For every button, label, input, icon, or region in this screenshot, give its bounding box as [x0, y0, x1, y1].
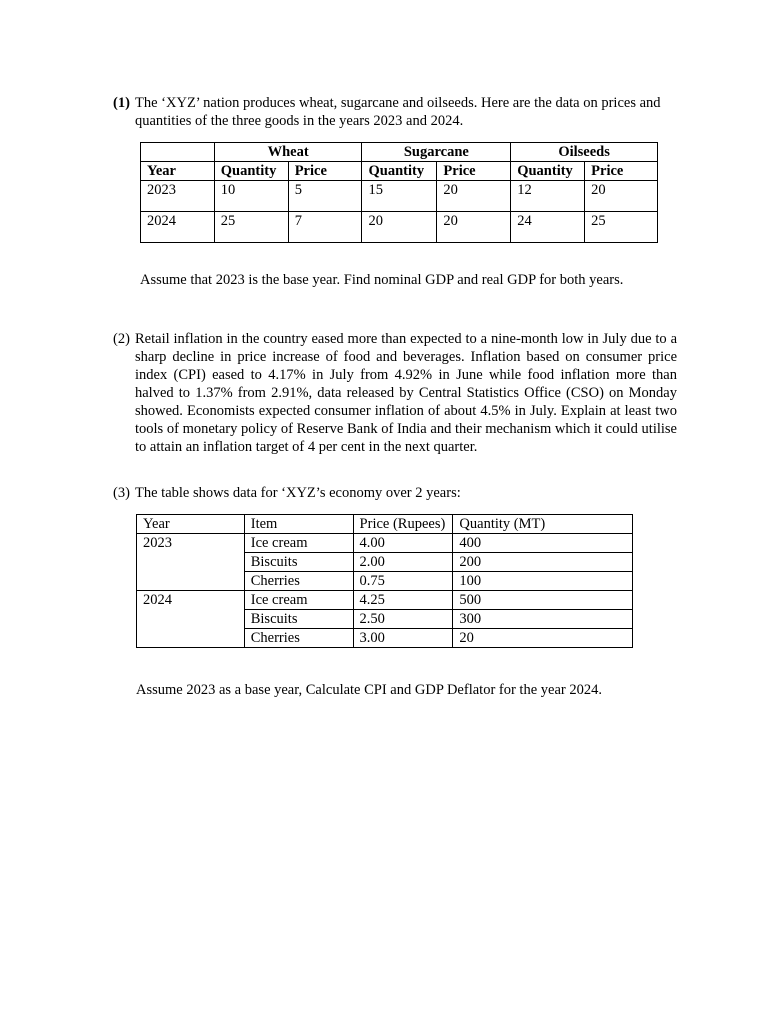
- table-cell: 2.50: [353, 610, 453, 629]
- table-cell: 100: [453, 572, 633, 591]
- table-header-cell: Price: [437, 162, 511, 181]
- question-2-text: Retail inflation in the country eased more than expected to a nine-month low in July due to a sharp decline in price increase of food and beverages. Inflation based on consumer price index (CPI) eased to 4.17% in July from 4.92% in June while food inflation more than halved to 1.37% from 2.91%, data released by Central Statistics Office (CSO) on Monday showed. Economists expected consumer inflation of about 4.5% in July. Explain at least two tools of monetary policy of Reserve Bank of India and their mechanism which it could utilise to attain an inflation target of 4 per cent in the next quarter.: [135, 331, 677, 455]
- question-3: [113, 484, 677, 502]
- table-cell: 0.75: [353, 572, 453, 591]
- table-header-cell: Quantity: [214, 162, 288, 181]
- table-cell: 15: [362, 181, 437, 212]
- table-header-cell: Year: [141, 162, 215, 181]
- question-3-note: Assume 2023 as a base year, Calculate CPI and GDP Deflator for the year 2024.: [136, 682, 602, 698]
- table-cell: 25: [214, 212, 288, 243]
- table-header-cell: Price: [585, 162, 658, 181]
- table-cell: 12: [511, 181, 585, 212]
- table-cell: Cherries: [244, 629, 353, 648]
- table-cell: 4.00: [353, 534, 453, 553]
- table-group-header: Oilseeds: [511, 143, 658, 162]
- table-group-header-row: [141, 143, 658, 162]
- table-cell: Ice cream: [244, 534, 353, 553]
- question-1-number: (1): [113, 95, 130, 111]
- year-cell: 2024: [137, 591, 245, 648]
- table-cell: 25: [585, 212, 658, 243]
- table-cell: 20: [362, 212, 437, 243]
- table-group-header: Wheat: [214, 143, 362, 162]
- table-cell: 4.25: [353, 591, 453, 610]
- question-1-note: Assume that 2023 is the base year. Find nominal GDP and real GDP for both years.: [140, 272, 624, 288]
- economy-data-table: [136, 514, 633, 648]
- table-cell: 3.00: [353, 629, 453, 648]
- table-row: [137, 534, 633, 553]
- table-cell: 24: [511, 212, 585, 243]
- table-cell: 10: [214, 181, 288, 212]
- table-header-cell: Year: [137, 515, 245, 534]
- table-cell: 20: [453, 629, 633, 648]
- table-row: [141, 212, 658, 243]
- question-2: [113, 330, 677, 456]
- table-header-row: [141, 162, 658, 181]
- question-3-number: (3): [113, 485, 130, 501]
- table-cell: 400: [453, 534, 633, 553]
- table-header-row: [137, 515, 633, 534]
- table-cell: Biscuits: [244, 610, 353, 629]
- table-cell: Ice cream: [244, 591, 353, 610]
- crop-data-table: [140, 142, 658, 243]
- table-cell: 7: [288, 212, 362, 243]
- table-header-cell: Price (Rupees): [353, 515, 453, 534]
- table-row: [141, 181, 658, 212]
- table-row: [137, 591, 633, 610]
- table-header-cell: Quantity: [362, 162, 437, 181]
- table-header-cell: [141, 143, 215, 162]
- table-cell: 5: [288, 181, 362, 212]
- table-header-cell: Item: [244, 515, 353, 534]
- table-cell: 200: [453, 553, 633, 572]
- table-cell: 2024: [141, 212, 215, 243]
- table-cell: Biscuits: [244, 553, 353, 572]
- year-cell: 2023: [137, 534, 245, 591]
- table-group-header: Sugarcane: [362, 143, 511, 162]
- table-cell: Cherries: [244, 572, 353, 591]
- table-cell: 20: [437, 181, 511, 212]
- table-cell: 20: [585, 181, 658, 212]
- table-cell: 2023: [141, 181, 215, 212]
- table-cell: 300: [453, 610, 633, 629]
- question-3-text: The table shows data for ‘XYZ’s economy over 2 years:: [135, 485, 461, 501]
- table-cell: 20: [437, 212, 511, 243]
- table-header-cell: Quantity (MT): [453, 515, 633, 534]
- question-1-text: The ‘XYZ’ nation produces wheat, sugarcane and oilseeds. Here are the data on prices and quantities of the three goods in the years 2023 and 2024.: [135, 95, 661, 129]
- table-cell: 500: [453, 591, 633, 610]
- question-2-number: (2): [113, 331, 130, 347]
- table-header-cell: Quantity: [511, 162, 585, 181]
- table-cell: 2.00: [353, 553, 453, 572]
- table-header-cell: Price: [288, 162, 362, 181]
- question-1: [113, 94, 677, 130]
